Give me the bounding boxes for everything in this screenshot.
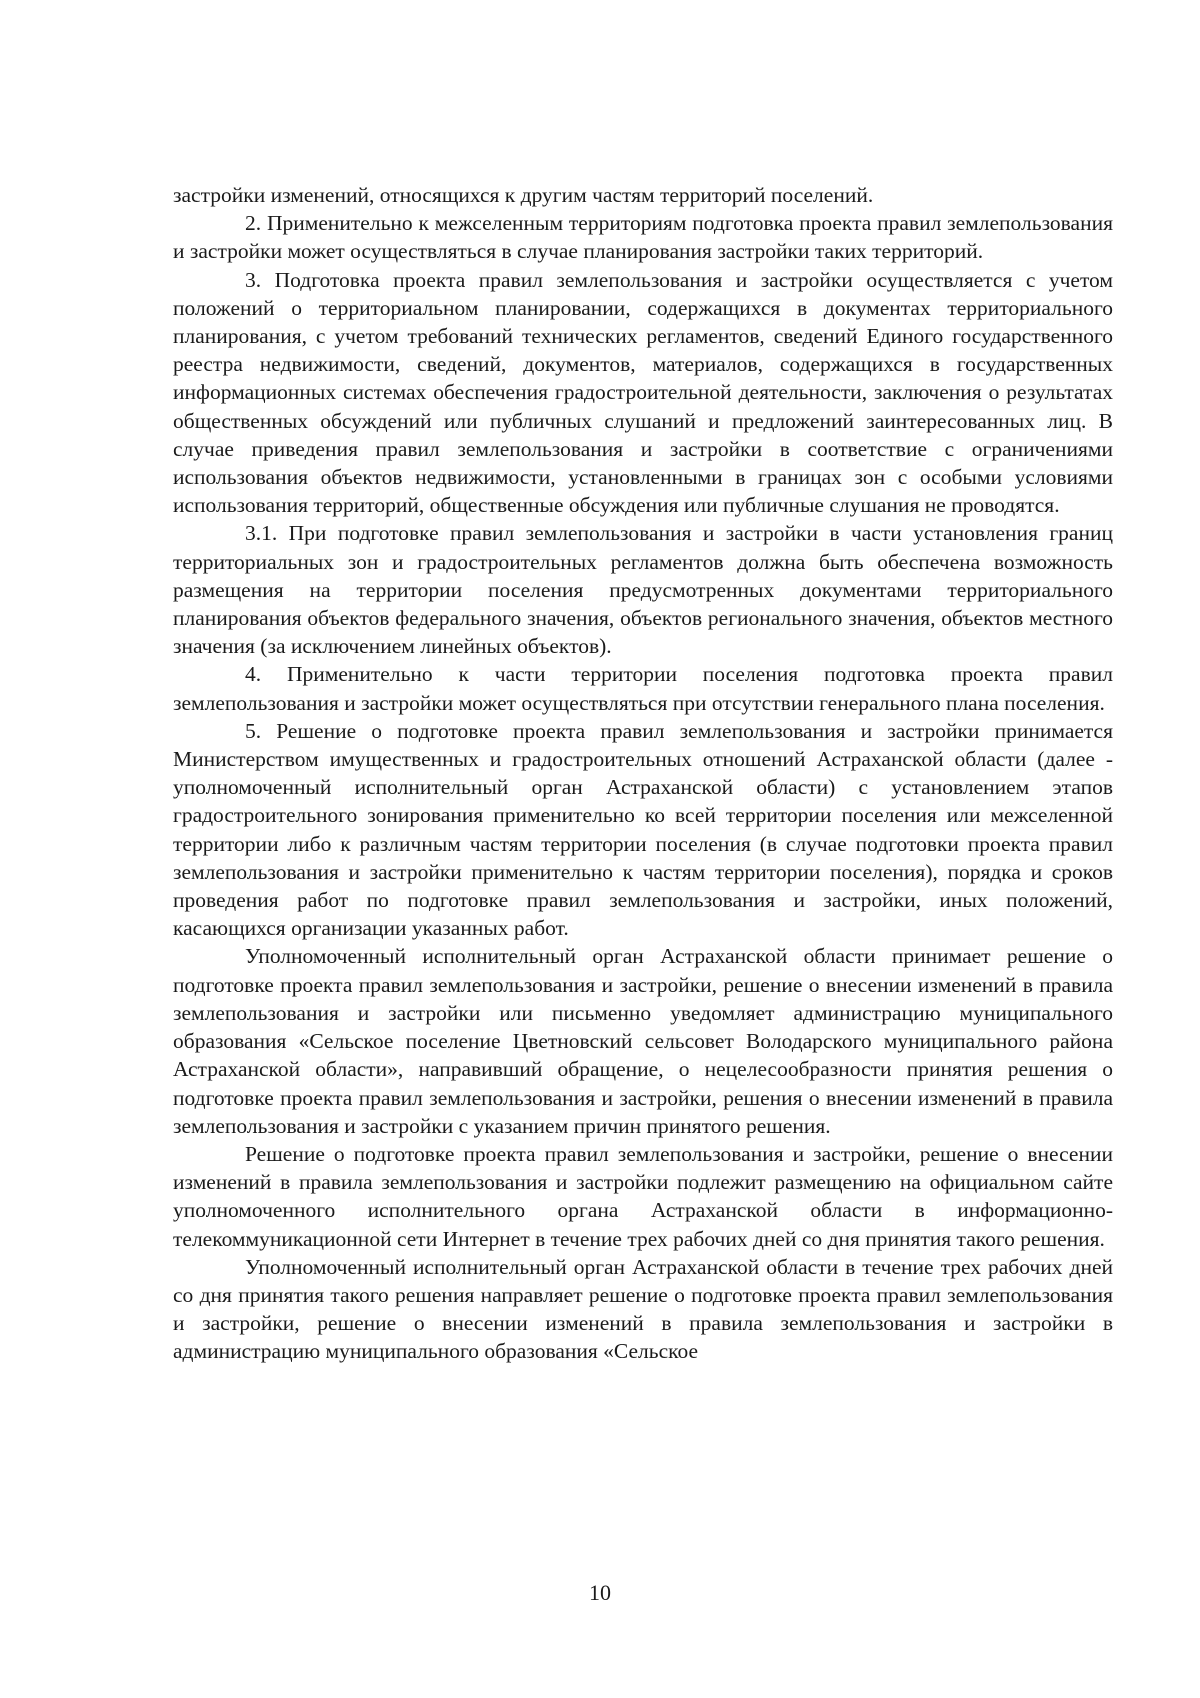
paragraph-item-5: 5. Решение о подготовке проекта правил землепользования и застройки принимается Министерством имущественных и градостроительных отношений Астраханской области (далее - уполномоченный исполнительный орган Астраханской области) с установлением этапов градостроительного зонирования применительно ко всей территории поселения или межселенной территории либо к различным частям территории поселения (в случае подготовки проекта правил землепользования и застройки применительно к частям территории поселения), порядка и сроков проведения работ по подготовке правил землепользования и застройки, иных положений, касающихся организации указанных работ. xyxy=(173,718,1113,941)
paragraph-item-2: 2. Применительно к межселенным территориям подготовка проекта правил землепользования и застройки может осуществляться в случае планирования застройки таких территорий. xyxy=(173,211,1113,264)
paragraph-notification: Уполномоченный исполнительный орган Астраханской области в течение трех рабочих дней со дня принятия такого решения направляет решение о подготовке проекта правил землепользования и застройки, решение о внесении изменений в правила землепользования и застройки в администрацию муниципального образования «Сельское xyxy=(173,1254,1113,1364)
paragraph-item-3: 3. Подготовка проекта правил землепользования и застройки осуществляется с учетом положений о территориальном планировании, содержащихся в документах территориального планирования, с учетом требований технических регламентов, сведений Единого государственного реестра недвижимости, сведений, документов, материалов, содержащихся в государственных информационных системах обеспечения градостроительной деятельности, заключения о результатах общественных обсуждений или публичных слушаний и предложений заинтересованных лиц. В случае приведения правил землепользования и застройки в соответствие с ограничениями использования объектов недвижимости, установленными в границах зон с особыми условиями использования территорий, общественные обсуждения или публичные слушания не проводятся. xyxy=(173,267,1113,518)
paragraph-publication: Решение о подготовке проекта правил землепользования и застройки, решение о внесении изменений в правила землепользования и застройки подлежит размещению на официальном сайте уполномоченного исполнительного органа Астраханской области в информационно-телекоммуникационной сети Интернет в течение трех рабочих дней со дня принятия такого решения. xyxy=(173,1141,1113,1251)
paragraph-item-4: 4. Применительно к части территории поселения подготовка проекта правил землепользования и застройки может осуществляться при отсутствии генерального плана поселения. xyxy=(173,662,1113,715)
paragraph-continuation: застройки изменений, относящихся к другим частям территорий поселений. xyxy=(173,183,874,207)
document-body xyxy=(173,181,1113,1366)
paragraph-authority-decision: Уполномоченный исполнительный орган Астраханской области принимает решение о подготовке проекта правил землепользования и застройки, решение о внесении изменений в правила землепользования и застройки или письменно уведомляет администрацию муниципального образования «Сельское поселение Цветновский сельсовет Володарского муниципального района Астраханской области», направивший обращение, о нецелесообразности принятия решения о подготовке проекта правил землепользования и застройки, решения о внесении изменений в правила землепользования и застройки с указанием причин принятого решения. xyxy=(173,944,1113,1138)
paragraph-item-3-1: 3.1. При подготовке правил землепользования и застройки в части установления границ территориальных зон и градостроительных регламентов должна быть обеспечена возможность размещения на территории поселения предусмотренных документами территориального планирования объектов федерального значения, объектов регионального значения, объектов местного значения (за исключением линейных объектов). xyxy=(173,521,1113,659)
page-number: 10 xyxy=(589,1580,611,1605)
